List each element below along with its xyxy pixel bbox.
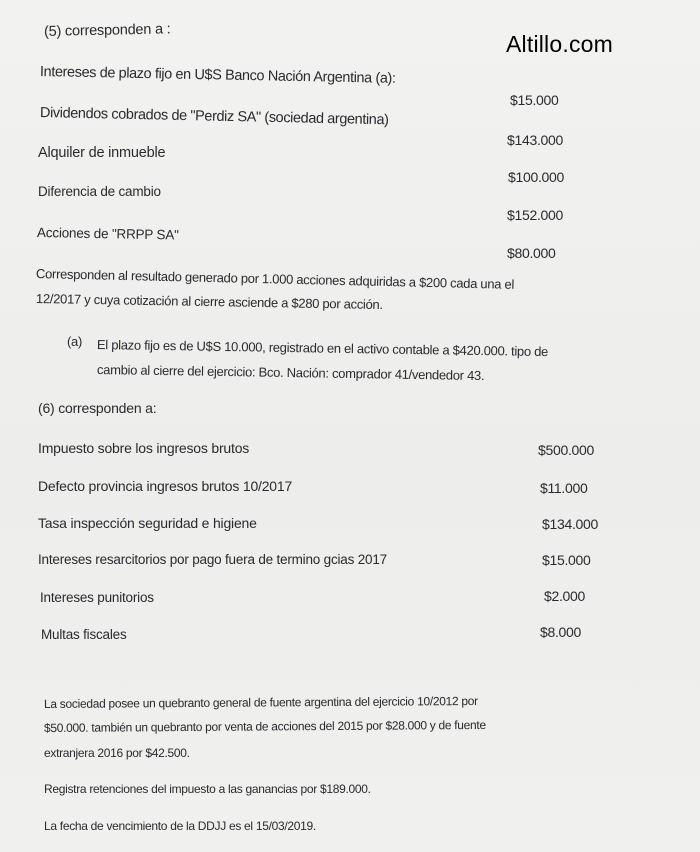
section5-item-label: Intereses de plazo fijo en U$S Banco Nación Argentina (a): <box>39 64 396 87</box>
watermark: Altillo.com <box>506 31 614 57</box>
section5-item-label: Alquiler de inmueble <box>38 145 166 161</box>
section5-item-value: $80.000 <box>507 245 556 261</box>
section6-item-value: $11.000 <box>540 480 588 496</box>
section6-item-label: Intereses punitorios <box>40 590 154 605</box>
section6-item-label: Tasa inspección seguridad e higiene <box>38 515 257 531</box>
section5-item-value: $100.000 <box>508 169 564 185</box>
quebranto-line: extranjera 2016 por $42.500. <box>44 746 190 760</box>
section5-item-value: $152.000 <box>507 207 563 223</box>
section5-note-line: Corresponden al resultado generado por 1.000 acciones adquiridas a $200 cada una el <box>35 266 515 292</box>
section6-item-label: Intereses resarcitorios por pago fuera de termino gcias 2017 <box>38 552 387 567</box>
vencimiento-line: La fecha de vencimiento de la DDJJ es el 15/03/2019. <box>44 819 316 833</box>
section6-item-value: $134.000 <box>542 516 598 532</box>
section5-item-label: Dividendos cobrados de "Perdiz SA" (sociedad argentina) <box>39 105 389 129</box>
quebranto-line: La sociedad posee un quebranto general de fuente argentina del ejercicio 10/2012 por <box>43 693 478 711</box>
footnote-marker: (a) <box>67 334 82 349</box>
section5-heading: (5) corresponden a : <box>43 21 171 40</box>
section6-item-value: $2.000 <box>544 588 586 604</box>
section6-heading: (6) corresponden a: <box>38 400 157 416</box>
section5-note-line: 12/2017 y cuya cotización al cierre asciende a $280 por acción. <box>35 291 383 313</box>
section6-item-label: Multas fiscales <box>41 627 127 642</box>
section5-item-label: Acciones de "RRPP SA" <box>36 225 179 243</box>
section6-item-label: Defecto provincia ingresos brutos 10/2017 <box>38 478 293 494</box>
retenciones-line: Registra retenciones del impuesto a las ganancias por $189.000. <box>44 782 371 796</box>
footnote-line: cambio al cierre del ejercicio: Bco. Nación: comprador 41/vendedor 43. <box>96 362 485 384</box>
quebranto-line: $50.000. también un quebranto por venta de acciones del 2015 por $28.000 y de fuente <box>43 717 486 735</box>
section5-item-value: $143.000 <box>507 132 563 148</box>
footnote-line: El plazo fijo es de U$S 10.000, registrado en el activo contable a $420.000. tipo de <box>96 337 549 360</box>
section6-item-label: Impuesto sobre los ingresos brutos <box>38 440 250 456</box>
section6-item-value: $15.000 <box>542 552 591 568</box>
section6-item-value: $500.000 <box>538 442 594 458</box>
section6-item-value: $8.000 <box>540 624 582 640</box>
section5-item-label: Diferencia de cambio <box>38 184 161 199</box>
section5-item-value: $15.000 <box>510 92 559 108</box>
